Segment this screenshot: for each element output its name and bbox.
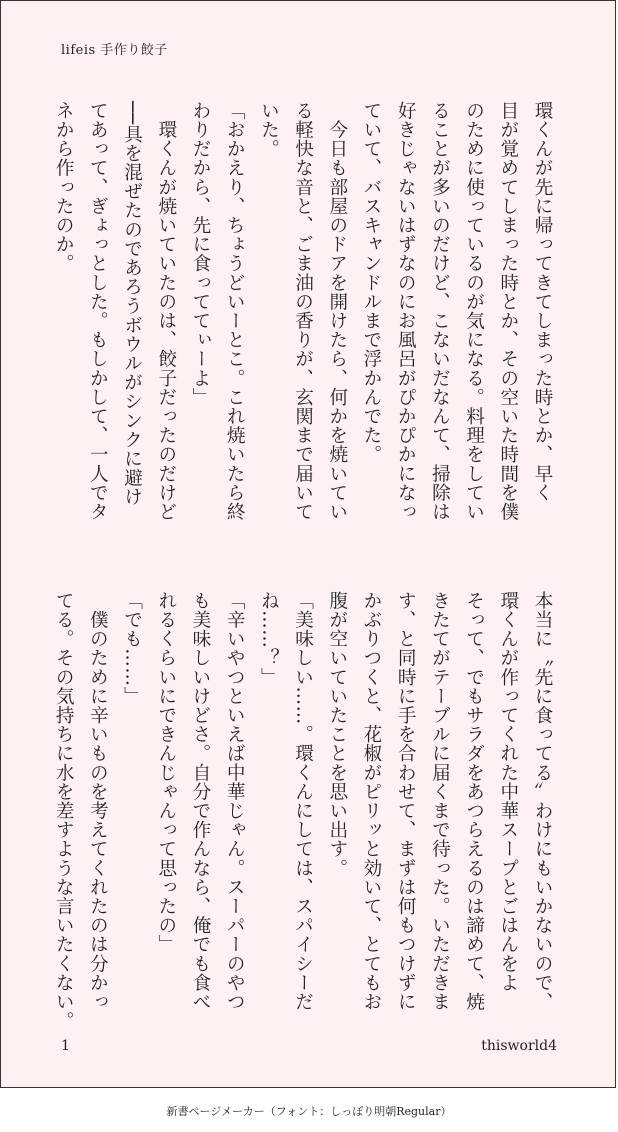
text-line: のために使っているのが気になる。料理をしてい xyxy=(463,101,485,522)
text-line: れるくらいにできんじゃんって思ったの」 xyxy=(155,591,177,954)
text-line: きたてがテーブルに届くまで待った。いただきま xyxy=(429,591,451,1012)
text-line: 本当に〝先に食ってる〟わけにもいかないので、 xyxy=(532,591,553,1012)
text-line: ていて、バスキャンドルまで浮かんでた。 xyxy=(360,101,382,464)
text-line: も美味しいけどさ。自分で作んなら、俺でも食べ xyxy=(189,591,211,1012)
author-handle: thisworld4 xyxy=(481,1038,557,1054)
text-line: る軽快な音と、ごま油の香りが、玄関まで届いて xyxy=(292,101,314,522)
text-line: 「辛いやつといえば中華じゃん。スーパーのやつ xyxy=(224,591,246,1012)
text-line: 今日も部屋のドアを開けたら、何かを焼いてい xyxy=(326,101,348,522)
text-line: 「でも……」 xyxy=(121,591,143,706)
text-line: 環くんが焼いていたのは、餃子だったのだけど xyxy=(155,101,177,522)
generator-caption: 新書ページメーカー（フォント：しっぽり明朝Regular） xyxy=(166,1105,452,1118)
text-line: かぶりつくと、花椒がピリッと効いて、とてもお xyxy=(360,591,382,1012)
text-line: 好きじゃないはずなのにお風呂がぴかぴかになっ xyxy=(395,101,417,522)
text-block-bottom xyxy=(46,591,559,1031)
text-line: 環くんが作ってくれた中華スープとごはんをよ xyxy=(497,591,519,993)
text-line: ──具を混ぜたのであろうボウルがシンクに避け xyxy=(121,101,143,507)
text-line: てる。その気持ちに水を差すような言いたくない。 xyxy=(53,591,75,1031)
text-line: す、と同時に手を合わせて、まずは何もつけずに xyxy=(395,591,417,1012)
text-line: 僕のために辛いものを考えてくれたのは分かっ xyxy=(87,591,109,1012)
text-line: ネから作ったのか。 xyxy=(53,101,75,273)
text-line: そって、でもサラダをあつらえるのは諦めて、焼 xyxy=(463,591,485,1012)
text-line: 目が覚めてしまった時とか、その空いた時間を僕 xyxy=(497,101,519,522)
text-line: いた。 xyxy=(258,101,280,159)
text-line: 環くんが先に帰ってきてしまった時とか、早く xyxy=(532,101,553,503)
text-line: ることが多いのだけど、こないだなんて、掃除は xyxy=(429,101,451,522)
page-number: 1 xyxy=(61,1038,70,1054)
page-header-title: lifeis 手作り餃子 xyxy=(61,43,168,58)
text-block-top xyxy=(46,101,559,541)
text-line: わりだから、先に食っててぃーよ」 xyxy=(189,101,211,407)
text-line: 「美味しい……。環くんにしては、スパイシーだ xyxy=(292,591,314,1012)
text-line: 「おかえり、ちょうどいーとこ。これ焼いたら終 xyxy=(224,101,246,522)
text-line: ね……？」 xyxy=(258,591,280,687)
text-line: 腹が空いていたことを思い出す。 xyxy=(326,591,348,878)
text-line: てあって、ぎょっとした。もしかして、一人でタ xyxy=(87,101,109,522)
